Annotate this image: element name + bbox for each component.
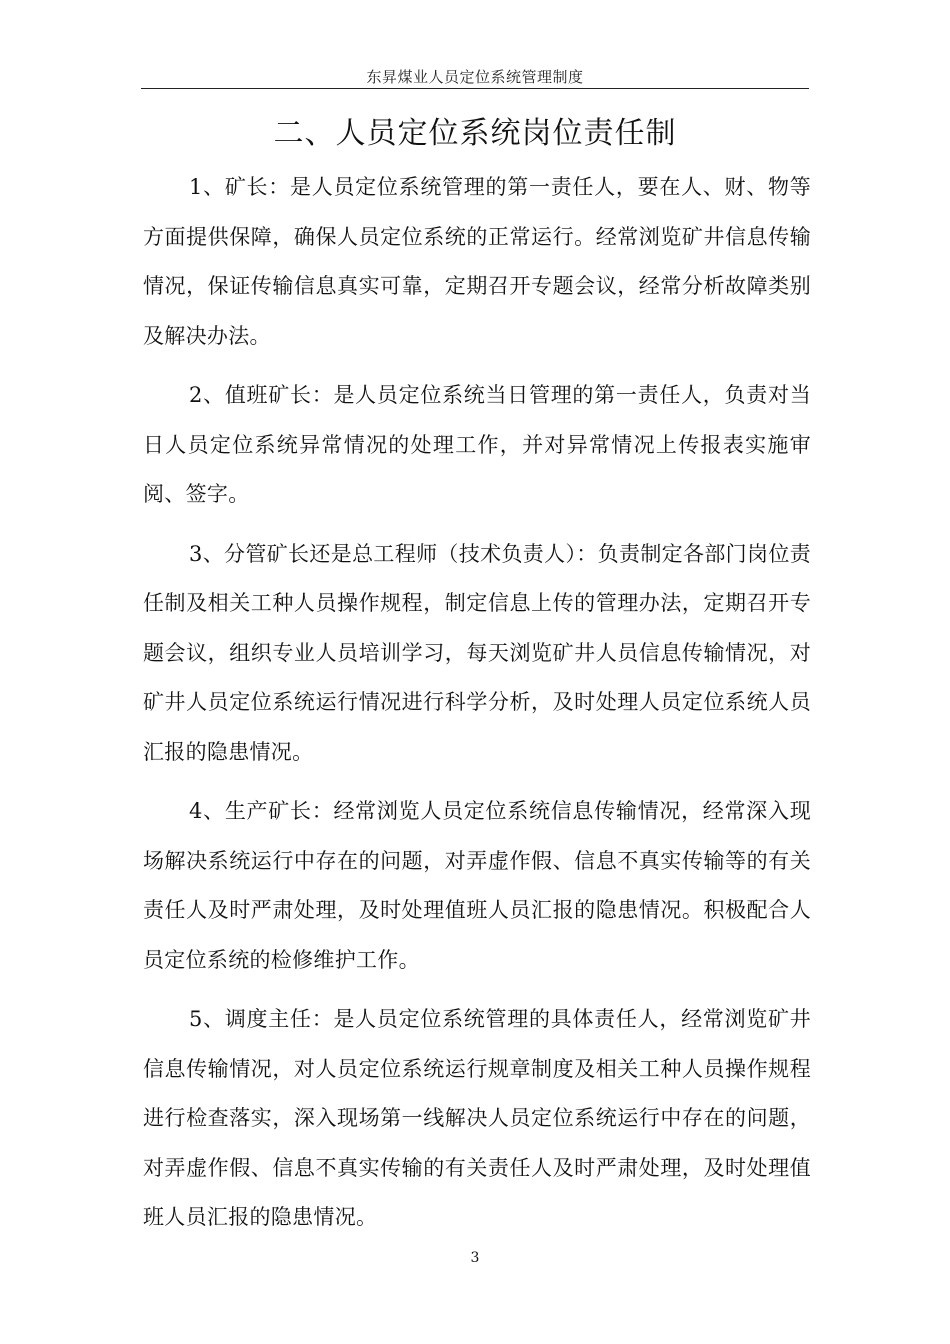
page-number: 3 — [470, 1250, 480, 1266]
document-body — [143, 163, 811, 1253]
paragraph-chief-engineer: 3、分管矿长还是总工程师（技术负责人）：负责制定各部门岗位责任制及相关工种人员操作规程，制定信息上传的管理办法，定期召开专题会议，组织专业人员培训学习，每天浏览矿井人员信息传输情况，对矿井人员定位系统运行情况进行科学分析，及时处理人员定位系统人员汇报的隐患情况。 — [143, 541, 811, 764]
paragraph-duty-mine-director: 2、值班矿长：是人员定位系统当日管理的第一责任人，负责对当日人员定位系统异常情况的处理工作，并对异常情况上传报表实施审阅、签字。 — [143, 383, 811, 506]
paragraph-dispatch-director: 5、调度主任：是人员定位系统管理的具体责任人，经常浏览矿井信息传输情况，对人员定位系统运行规章制度及相关工种人员操作规程进行检查落实，深入现场第一线解决人员定位系统运行中存在的问题，对弄虚作假、信息不真实传输的有关责任人及时严肃处理，及时处理值班人员汇报的隐患情况。 — [143, 1007, 811, 1229]
header-divider — [141, 88, 809, 89]
paragraph-mine-director: 1、矿长：是人员定位系统管理的第一责任人，要在人、财、物等方面提供保障，确保人员定位系统的正常运行。经常浏览矿井信息传输情况，保证传输信息真实可靠，定期召开专题会议，经常分析故障类别及解决办法。 — [143, 175, 811, 348]
paragraph-production-director: 4、生产矿长：经常浏览人员定位系统信息传输情况，经常深入现场解决系统运行中存在的问题，对弄虚作假、信息不真实传输等的有关责任人及时严肃处理，及时处理值班人员汇报的隐患情况。积极配合人员定位系统的检修维护工作。 — [143, 799, 811, 972]
running-header: 东昇煤业人员定位系统管理制度 — [366, 68, 584, 86]
section-title: 二、人员定位系统岗位责任制 — [273, 116, 677, 151]
